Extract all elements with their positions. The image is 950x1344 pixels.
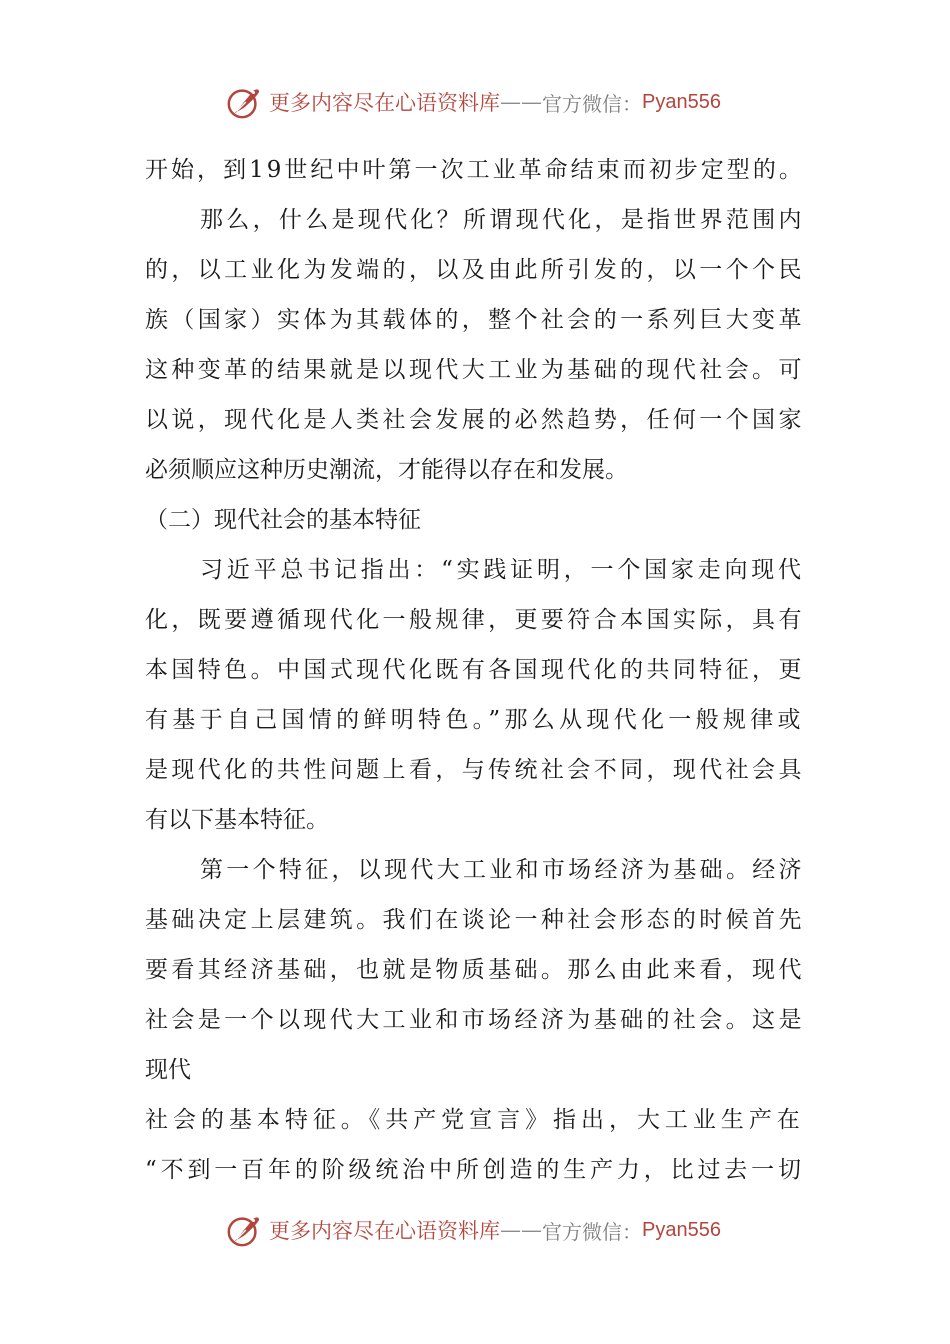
text-line: 现代 <box>145 1057 191 1083</box>
banner-dash: —— <box>500 1218 542 1242</box>
banner-dash: —— <box>500 90 542 114</box>
banner-wechat-id: Pyan556 <box>642 90 721 113</box>
text-line: 的，以工业化为发端的，以及由此所引发的，以一个个民 <box>145 257 805 283</box>
banner-wechat-label: 官方微信： <box>542 1219 642 1244</box>
text-line: “不到一百年的阶级统治中所创造的生产力，比过去一切 <box>145 1157 805 1183</box>
banner-wechat-id: Pyan556 <box>642 1218 721 1241</box>
paragraph-first-line: 习近平总书记指出：“实践证明，一个国家走向现代 <box>200 557 805 583</box>
banner-wechat-label: 官方微信： <box>542 91 642 116</box>
document-body <box>145 145 810 1195</box>
text-line: 社会是一个以现代大工业和市场经济为基础的社会。这是 <box>145 1007 805 1033</box>
section-heading: （二）现代社会的基本特征 <box>145 507 421 533</box>
text-line: 以说，现代化是人类社会发展的必然趋势，任何一个国家 <box>145 407 805 433</box>
text-line: 这种变革的结果就是以现代大工业为基础的现代社会。可 <box>145 357 805 383</box>
quill-logo-icon <box>225 1211 263 1249</box>
text-line: 本国特色。中国式现代化既有各国现代化的共同特征，更 <box>145 657 805 683</box>
paragraph-first-line: 第一个特征，以现代大工业和市场经济为基础。经济 <box>200 857 805 883</box>
text-line: 社会的基本特征。《共产党宣言》指出，大工业生产在 <box>145 1107 805 1133</box>
text-line: 要看其经济基础，也就是物质基础。那么由此来看，现代 <box>145 957 805 983</box>
quill-logo-icon <box>225 83 263 121</box>
text-line: 化，既要遵循现代化一般规律，更要符合本国实际，具有 <box>145 607 805 633</box>
banner-brand-text: 更多内容尽在心语资料库 <box>269 1219 500 1243</box>
text-line: 必须顺应这种历史潮流，才能得以存在和发展。 <box>145 457 628 483</box>
paragraph-first-line: 那么，什么是现代化？所谓现代化，是指世界范围内 <box>200 207 805 233</box>
banner-brand-text: 更多内容尽在心语资料库 <box>269 91 500 115</box>
header-watermark-banner <box>225 80 745 124</box>
text-line: 基础决定上层建筑。我们在谈论一种社会形态的时候首先 <box>145 907 805 933</box>
text-line: 有基于自己国情的鲜明特色。”那么从现代化一般规律或 <box>145 707 805 733</box>
text-line: 是现代化的共性问题上看，与传统社会不同，现代社会具 <box>145 757 805 783</box>
text-line: 开始，到19世纪中叶第一次工业革命结束而初步定型的。 <box>145 157 805 183</box>
text-line: 族（国家）实体为其载体的，整个社会的一系列巨大变革 <box>145 307 805 333</box>
footer-watermark-banner <box>225 1208 745 1252</box>
text-line: 有以下基本特征。 <box>145 807 329 833</box>
